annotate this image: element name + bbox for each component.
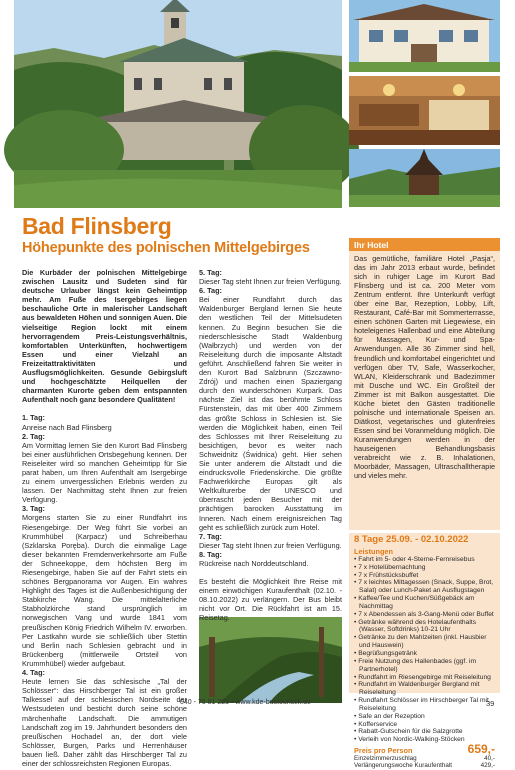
price-label: Preis pro Person — [354, 746, 413, 756]
footer-contact: 040 - 76 81 223 • www.kde-bustouristik.de — [180, 699, 311, 706]
price-row-main — [354, 742, 495, 757]
service-item: • Begrüßungsgetränk — [354, 649, 417, 657]
photo-hotel-interior — [349, 76, 500, 145]
day-label: 7. Tag: — [199, 531, 222, 541]
day-text: Bei einer Rundfahrt durch das Waldenburger Bergland lernen Sie heute den westlichen Teil der Mittelsudeten kennen. Zu Beginn besuchen Sie die niederschlesische Stadt Waldenburg (Wałbrzych) und werden von der Reiseleitung durch die imposante Altstadt geführt. Anschließend fahren Sie weiter in den Kurort Bad Salzbrunn (Szczawno-Zdrój) und machen einen Spaziergang durch den wunderschönen Kurpark. Das nächste Ziel ist das berühmte Schloss Fürstenstein, das mit über 400 Zimmern das größte Schloss in Schlesien ist. Sie werden die Möglichkeit haben, einen Teil des Schlosses mit Ihrer Reiseleitung zu besichtigen, bevor es weiter nach Schweidnitz (Świdnica) geht. Hier sehen Sie unter anderem die Altstadt und die eindrucksvolle Friedenskirche. Die größte Fachwerkkirche Europas gilt als Weltkulturerbe der UNESCO und überrascht jeden Besucher mit der prächtigen barocken Ausstattung im Inneren. Nach einem ereignisreichen Tag geht es schließlich zurück zum Hotel. — [199, 295, 342, 532]
photo-stave-church-wang — [349, 149, 500, 207]
day-text: Heute lernen Sie das schlesische „Tal der Schlösser“: das Hirschberger Tal ist ein großer Talkessel auf der schlesischen Nordseite der Westsudeten und besticht durch seine schöne märchenhafte Landschaft. Die ammutigen Landschaft zog im 19. Jahrhundert besonders den preußischen Hochadel an, der dort viele Schlösser, Burgen, Parks und Herrenhäuser bauen ließ. Daher zählt das Hirschberger Tal zu einer der schlossreichsten Regionen Europas. — [22, 677, 187, 768]
service-item: • 7 x leichtes Mittagessen (Snack, Suppe, Brot, Salat) oder Lunch-Paket an Ausflugstagen — [354, 579, 494, 595]
day-text: Anreise nach Bad Flinsberg — [22, 422, 112, 432]
service-item: • Getränke zu den Mahlzeiten (inkl. Hausbier und Hauswein) — [354, 634, 487, 650]
service-item: • Safe an der Rezeption — [354, 712, 425, 720]
supplement-value: 429,- — [480, 762, 495, 770]
day-text: Dieser Tag steht Ihnen zur freien Verfügung. — [199, 540, 342, 550]
day-label: 2. Tag: — [22, 431, 45, 441]
article-column-middle — [199, 268, 342, 632]
photo-kurhaus-bad-flinsberg — [14, 0, 342, 208]
day-label: 8. Tag: — [199, 549, 222, 559]
services-list — [354, 556, 495, 744]
day-text: Am Vormittag lernen Sie den Kurort Bad Flinsberg bei einer ausführlichen Ortsbegehung kennen. Der Reiseleiter wird so manchen Geheimtipp für Sie parat haben, um Ihren Aufenthalt am Isergebirge zu einem unvergesslichen Erlebnis werden zu lassen. Der Nachmittag steht Ihnen zur freien Verfügung. — [22, 440, 187, 505]
page-title: Bad Flinsberg — [22, 213, 172, 239]
service-item: • Kofferservice — [354, 720, 398, 728]
services-heading: Leistungen — [354, 547, 393, 556]
day-label: 4. Tag: — [22, 668, 45, 678]
photo-hotel-facade — [349, 0, 500, 72]
service-item: • Rundfahrt im Waldenburger Bergland mit Reiseleitung — [354, 681, 480, 697]
extension-note: Es besteht die Möglichkeit Ihre Reise mit einem einwöchigen Kuraufenthalt (02.10. - 08.10.2022) zu verlängern. Der Bus bleibt nicht vor Ort. Die Rückfahrt ist am 15. Reisetag. — [199, 577, 342, 623]
service-item: • Fahrt im 5- oder 4-Sterne-Fernreisebus — [354, 555, 475, 563]
service-item: • Freie Nutzung des Hallenbades (ggf. im Partnerhotel) — [354, 657, 477, 673]
price-table — [354, 742, 495, 770]
day-label: 1. Tag: — [22, 413, 45, 423]
day-label: 3. Tag: — [22, 504, 45, 514]
hotel-description: Das gemütliche, familiäre Hotel „Pasja“, das im Jahr 2013 erbaut wurde, befindet sich in ruhiger Lage im Kurort Bad Flinsberg und ist ca. 200 Meter vom Zentrum entfernt. Ihre Unterkunft verfügt über eine Bar, Rezeption, Lobby, Lift, Restaurant, Café-Bar mit Sommerterrasse, einen schönen Garten mit Liegewiese, ein hoteleigenes Hallenbad und eine Abteilung für Massagen, Kur- und Spa-Anwendungen. Alle 36 Zimmer sind hell, freundlich und komfortabel eingerichtet und verfügen über TV, Safe, Wasserkocher, WLAN, Kleiderschrank und Badezimmer mit Dusche und WC. Ein Großteil der Zimmer ist mit Balkon ausgestattet. Die Küche bietet den Gästen traditionelle polnische und internationale Speisen an. Diätkost, vegetarisches und glutenfreies Essen sind bei Voranmeldung möglich. Die Kuranwendungen werden in der hauseigenen Behandlungsbasis verabreicht wie z. B. Inhalationen, Moorbäder, Massagen, Ultraschalltherapie und vieles mehr. — [349, 251, 500, 530]
service-item: • 7 x Frühstücksbuffet — [354, 571, 419, 579]
day-text: Dieser Tag steht Ihnen zur freien Verfügung. — [199, 277, 342, 287]
service-item: • Kaffee/Tee und Kuchen/Süßgebäck am Nachmittag — [354, 595, 475, 610]
service-item: • 7 x Hotelübernachtung — [354, 563, 426, 571]
intro-paragraph: Die Kurbäder der polnischen Mittelgebirge zwischen Lausitz und Sudeten sind für deutsche Urlauber längst kein Geheimtipp mehr. Am Fuße des Isergebirges liegen beschauliche Orte in malerischer Landschaft aus bewaldeten Höhen und sonnigen Auen. Die vielseitige Region lockt mit einem hervorragendem Preis-Leistungsverhältnis, komfortablen Unterkünften, hochwertigem Essen und einer Vielzahl an Freizeitattraktivitäten und Ausflugsmöglichkeiten. Gesunde Gebirgsluft und hochgeschätzte Heilquellen der charmanten Kurorte geben dem entspannten Aufenthalt noch ganz besondere Qualitäten! — [22, 268, 187, 405]
article-column-left — [22, 268, 187, 768]
travel-dates: 8 Tage 25.09. - 02.10.2022 — [349, 533, 500, 547]
price-value: 659,- — [467, 742, 495, 757]
day-text: Rückreise nach Norddeutschland. — [199, 559, 309, 568]
page-number: 39 — [486, 699, 495, 708]
service-item: • Rundfahrt Schlösser im Hirschberger Tal mit Reiseleitung — [354, 697, 489, 712]
service-item: • 7 x Abendessen als 3-Gang-Menü oder Buffet — [354, 610, 494, 618]
price-row-supplement — [354, 755, 495, 763]
page-subtitle: Höhepunkte des polnischen Mittelgebirges — [22, 240, 310, 256]
day-label: 5. Tag: — [199, 268, 222, 277]
supplement-value: 40,- — [484, 754, 495, 762]
day-text: Morgens starten Sie zu einer Rundfahrt ins Riesengebirge. Der Weg führt Sie vorbei an Krummhübel (Karpacz) und Schreiberhau (Szklarska Poręba). Durch die einmalige Lage dieser bekannten Fremdenverkehrsorte am Fuße der Schneekoppe, dem höchsten Berg im Riesengebirge, haben Sie auf der Fahrt stets ein schönes Bergpanorama vor Augen. Ein wahres Highlight des Tages ist die Außenbesichtigung der Stabkirche Wang. Die mittelalterliche Stabholzkirche stand ursprünglich im norwegischen Vang und wurde 1841 vom preußischen König Friedrich Wilhelm IV. erworben. Per Lastkahn wurde sie schließlich über Stettin und Berlin nach Schlesien gebracht und in Brückenberg (mittlerweile Ortsteil von Krummhübel) wieder aufgebaut. — [22, 513, 187, 668]
service-item: • Getränke während des Hotelaufenthalts (Wasser, Softdrinks) 10-21 Uhr — [354, 618, 477, 634]
price-row-supplement — [354, 762, 495, 770]
service-item: • Rabatt-Gutschein für die Salzgrotte — [354, 728, 463, 736]
day-label: 6. Tag: — [199, 286, 222, 296]
service-item: • Rundfahrt im Riesengebirge mit Reiseleitung — [354, 673, 491, 681]
supplement-label: Einzelzimmerzuschlag — [354, 754, 417, 762]
supplement-label: Verlängerungswoche Kuraufenthalt — [354, 762, 453, 770]
hotel-heading: Ihr Hotel — [349, 238, 500, 251]
service-item: • Verleih von Nordic-Walking-Stöcken — [354, 736, 465, 744]
